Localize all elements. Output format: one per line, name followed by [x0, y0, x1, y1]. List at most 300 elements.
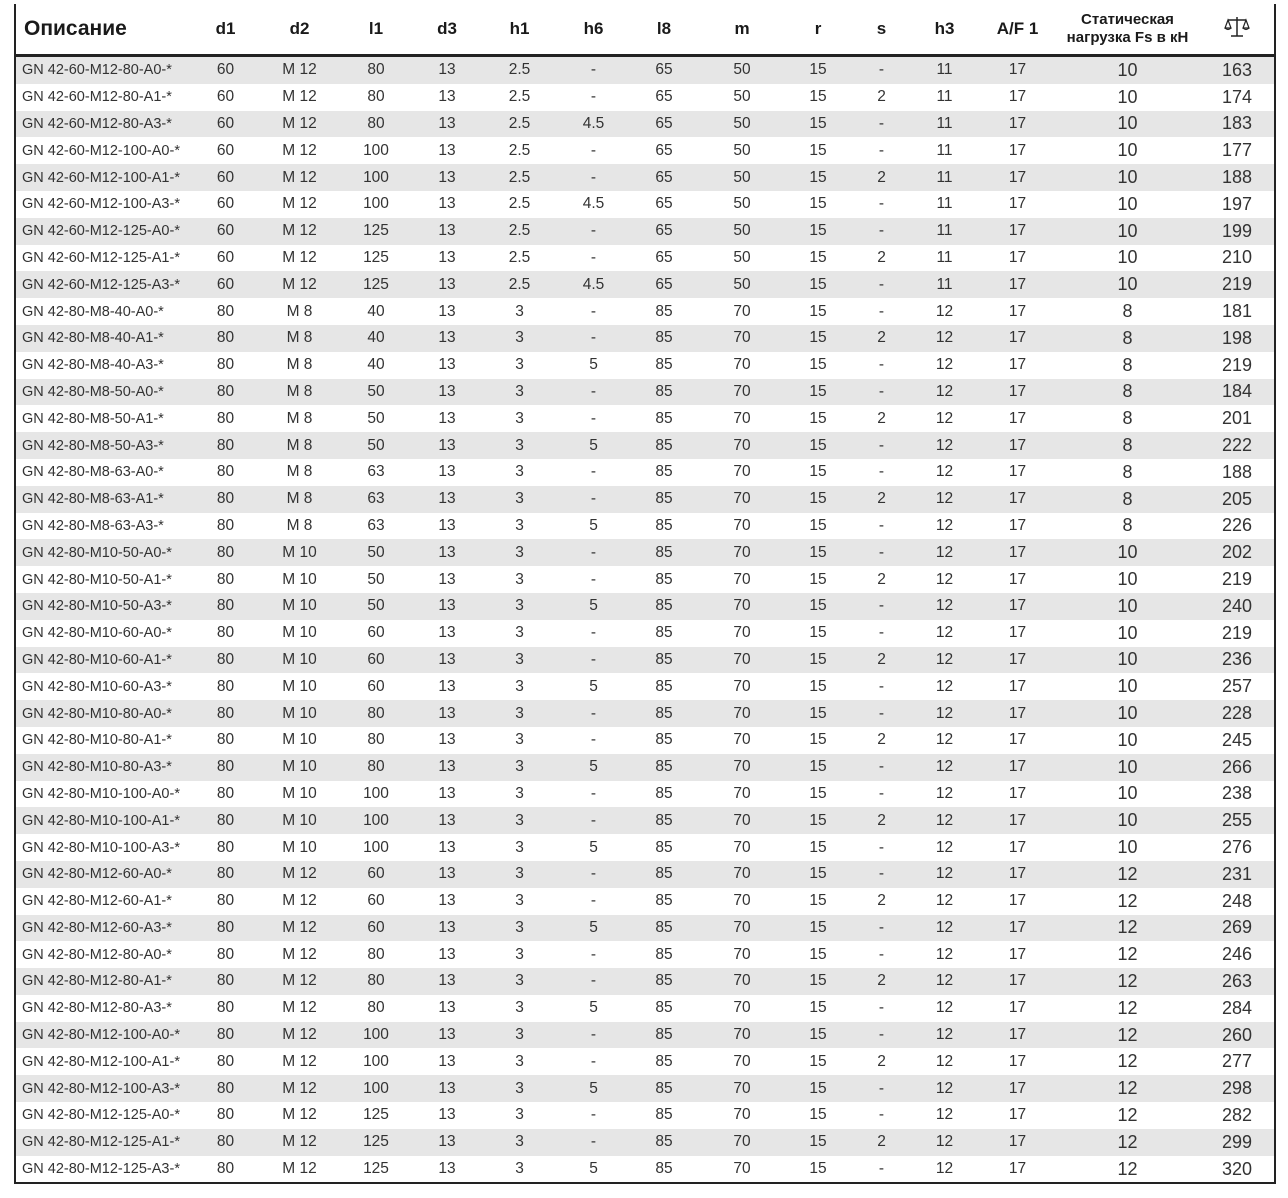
cell-r: 15	[782, 298, 854, 325]
table-row	[15, 888, 1275, 915]
cell-l8: 85	[626, 513, 702, 540]
cell-static-load: 8	[1055, 298, 1200, 325]
cell-d1: 80	[188, 807, 263, 834]
cell-d2: M 12	[263, 56, 336, 84]
cell-d1: 80	[188, 888, 263, 915]
cell-weight: 219	[1200, 620, 1275, 647]
cell-description: GN 42-80-M10-50-A0-*	[15, 539, 188, 566]
cell-af: 17	[980, 968, 1055, 995]
cell-weight: 240	[1200, 593, 1275, 620]
cell-h6: 5	[561, 673, 626, 700]
cell-s: -	[854, 995, 909, 1022]
cell-s: 2	[854, 486, 909, 513]
table-row	[15, 781, 1275, 808]
cell-d3: 13	[416, 432, 478, 459]
cell-d1: 60	[188, 191, 263, 218]
cell-weight: 183	[1200, 111, 1275, 138]
cell-static-load: 12	[1055, 888, 1200, 915]
col-header-s: s	[854, 4, 909, 56]
cell-l1: 60	[336, 647, 416, 674]
cell-h6: -	[561, 700, 626, 727]
cell-h6: -	[561, 325, 626, 352]
cell-d1: 80	[188, 539, 263, 566]
cell-af: 17	[980, 1129, 1055, 1156]
cell-h3: 12	[909, 915, 980, 942]
cell-d2: M 8	[263, 459, 336, 486]
table-row	[15, 513, 1275, 540]
cell-l1: 125	[336, 245, 416, 272]
cell-d1: 80	[188, 861, 263, 888]
cell-h3: 12	[909, 459, 980, 486]
cell-static-load: 12	[1055, 1022, 1200, 1049]
header-row	[15, 4, 1275, 56]
cell-r: 15	[782, 941, 854, 968]
cell-h6: -	[561, 539, 626, 566]
cell-r: 15	[782, 137, 854, 164]
cell-d1: 80	[188, 647, 263, 674]
cell-static-load: 8	[1055, 432, 1200, 459]
cell-d1: 60	[188, 111, 263, 138]
cell-l8: 85	[626, 593, 702, 620]
table-row	[15, 647, 1275, 674]
cell-h3: 12	[909, 539, 980, 566]
cell-l8: 85	[626, 647, 702, 674]
cell-m: 70	[702, 754, 782, 781]
cell-l1: 100	[336, 834, 416, 861]
cell-l8: 65	[626, 218, 702, 245]
cell-m: 50	[702, 191, 782, 218]
cell-m: 50	[702, 218, 782, 245]
cell-static-load: 10	[1055, 781, 1200, 808]
cell-s: -	[854, 1156, 909, 1184]
cell-h3: 12	[909, 405, 980, 432]
table-row	[15, 137, 1275, 164]
cell-d2: M 10	[263, 807, 336, 834]
cell-m: 70	[702, 298, 782, 325]
cell-d2: M 12	[263, 941, 336, 968]
cell-weight: 201	[1200, 405, 1275, 432]
cell-l8: 85	[626, 459, 702, 486]
cell-d2: M 10	[263, 620, 336, 647]
cell-l1: 80	[336, 968, 416, 995]
cell-r: 15	[782, 620, 854, 647]
table-row	[15, 1022, 1275, 1049]
table-row	[15, 191, 1275, 218]
cell-d1: 80	[188, 1102, 263, 1129]
cell-h3: 12	[909, 754, 980, 781]
cell-static-load: 12	[1055, 1156, 1200, 1184]
cell-l8: 85	[626, 781, 702, 808]
cell-d3: 13	[416, 861, 478, 888]
cell-m: 70	[702, 1129, 782, 1156]
cell-static-load: 10	[1055, 647, 1200, 674]
cell-h6: -	[561, 1102, 626, 1129]
cell-l1: 40	[336, 352, 416, 379]
cell-d2: M 8	[263, 325, 336, 352]
cell-d1: 80	[188, 995, 263, 1022]
cell-af: 17	[980, 111, 1055, 138]
cell-l8: 85	[626, 298, 702, 325]
cell-l1: 125	[336, 1156, 416, 1184]
cell-weight: 260	[1200, 1022, 1275, 1049]
cell-h3: 12	[909, 1048, 980, 1075]
cell-h1: 3	[478, 1075, 561, 1102]
cell-d2: M 12	[263, 888, 336, 915]
cell-s: -	[854, 781, 909, 808]
cell-d2: M 12	[263, 861, 336, 888]
cell-d1: 80	[188, 325, 263, 352]
cell-r: 15	[782, 111, 854, 138]
cell-d2: M 12	[263, 218, 336, 245]
cell-d1: 80	[188, 1048, 263, 1075]
cell-l1: 50	[336, 566, 416, 593]
cell-static-load: 10	[1055, 271, 1200, 298]
cell-h1: 3	[478, 379, 561, 406]
cell-h3: 12	[909, 888, 980, 915]
cell-s: 2	[854, 245, 909, 272]
cell-description: GN 42-60-M12-125-A0-*	[15, 218, 188, 245]
cell-d2: M 12	[263, 1048, 336, 1075]
cell-static-load: 10	[1055, 56, 1200, 84]
cell-l1: 100	[336, 1048, 416, 1075]
cell-m: 70	[702, 1048, 782, 1075]
cell-l8: 65	[626, 271, 702, 298]
cell-m: 70	[702, 459, 782, 486]
table-row	[15, 539, 1275, 566]
cell-h3: 11	[909, 271, 980, 298]
cell-h1: 3	[478, 1129, 561, 1156]
cell-h3: 12	[909, 1075, 980, 1102]
table-row	[15, 111, 1275, 138]
cell-h3: 12	[909, 807, 980, 834]
cell-d1: 80	[188, 1129, 263, 1156]
cell-af: 17	[980, 1048, 1055, 1075]
cell-af: 17	[980, 164, 1055, 191]
cell-s: -	[854, 191, 909, 218]
cell-h6: 5	[561, 352, 626, 379]
cell-h1: 3	[478, 620, 561, 647]
cell-h1: 3	[478, 915, 561, 942]
cell-d1: 80	[188, 352, 263, 379]
cell-static-load: 10	[1055, 84, 1200, 111]
cell-d1: 80	[188, 566, 263, 593]
cell-r: 15	[782, 807, 854, 834]
cell-m: 70	[702, 941, 782, 968]
cell-h1: 3	[478, 861, 561, 888]
cell-l8: 85	[626, 941, 702, 968]
cell-h1: 3	[478, 325, 561, 352]
cell-d2: M 8	[263, 432, 336, 459]
cell-m: 70	[702, 620, 782, 647]
cell-af: 17	[980, 486, 1055, 513]
cell-h1: 3	[478, 459, 561, 486]
cell-h6: -	[561, 298, 626, 325]
cell-static-load: 10	[1055, 593, 1200, 620]
table-row	[15, 245, 1275, 272]
cell-s: 2	[854, 727, 909, 754]
cell-l1: 80	[336, 941, 416, 968]
cell-l8: 85	[626, 325, 702, 352]
cell-description: GN 42-80-M8-50-A3-*	[15, 432, 188, 459]
cell-d1: 80	[188, 915, 263, 942]
table-row	[15, 807, 1275, 834]
cell-description: GN 42-80-M8-63-A1-*	[15, 486, 188, 513]
cell-d3: 13	[416, 513, 478, 540]
cell-weight: 184	[1200, 379, 1275, 406]
cell-d1: 80	[188, 1075, 263, 1102]
cell-r: 15	[782, 1022, 854, 1049]
cell-h3: 12	[909, 325, 980, 352]
cell-description: GN 42-60-M12-100-A3-*	[15, 191, 188, 218]
cell-l8: 85	[626, 405, 702, 432]
cell-h3: 12	[909, 379, 980, 406]
cell-m: 50	[702, 137, 782, 164]
table-row	[15, 834, 1275, 861]
cell-d3: 13	[416, 781, 478, 808]
cell-d1: 80	[188, 459, 263, 486]
cell-m: 70	[702, 888, 782, 915]
cell-static-load: 12	[1055, 941, 1200, 968]
cell-weight: 276	[1200, 834, 1275, 861]
cell-h1: 3	[478, 593, 561, 620]
cell-static-load: 8	[1055, 405, 1200, 432]
col-header-m: m	[702, 4, 782, 56]
col-header-description: Описание	[15, 4, 188, 56]
cell-d3: 13	[416, 271, 478, 298]
cell-h1: 2.5	[478, 111, 561, 138]
cell-h3: 12	[909, 727, 980, 754]
cell-description: GN 42-80-M10-80-A3-*	[15, 754, 188, 781]
cell-m: 70	[702, 647, 782, 674]
col-header-l1: l1	[336, 4, 416, 56]
cell-d1: 80	[188, 486, 263, 513]
cell-d1: 80	[188, 727, 263, 754]
table-header	[15, 4, 1275, 56]
cell-h1: 3	[478, 647, 561, 674]
cell-weight: 238	[1200, 781, 1275, 808]
cell-d1: 60	[188, 245, 263, 272]
cell-h1: 3	[478, 941, 561, 968]
cell-s: -	[854, 700, 909, 727]
cell-d2: M 10	[263, 834, 336, 861]
cell-d3: 13	[416, 1102, 478, 1129]
cell-d1: 80	[188, 673, 263, 700]
cell-h6: -	[561, 1129, 626, 1156]
cell-af: 17	[980, 995, 1055, 1022]
table-row	[15, 968, 1275, 995]
cell-s: -	[854, 1075, 909, 1102]
cell-l1: 63	[336, 459, 416, 486]
cell-d3: 13	[416, 888, 478, 915]
cell-m: 70	[702, 1102, 782, 1129]
cell-s: -	[854, 432, 909, 459]
cell-l8: 85	[626, 754, 702, 781]
cell-h3: 12	[909, 673, 980, 700]
cell-weight: 246	[1200, 941, 1275, 968]
cell-d3: 13	[416, 941, 478, 968]
cell-static-load: 10	[1055, 727, 1200, 754]
cell-af: 17	[980, 352, 1055, 379]
cell-static-load: 12	[1055, 995, 1200, 1022]
cell-h1: 3	[478, 566, 561, 593]
col-header-d3: d3	[416, 4, 478, 56]
cell-h6: -	[561, 1048, 626, 1075]
cell-l8: 65	[626, 245, 702, 272]
cell-m: 70	[702, 352, 782, 379]
scale-icon	[1224, 15, 1250, 44]
cell-r: 15	[782, 915, 854, 942]
cell-m: 70	[702, 807, 782, 834]
cell-af: 17	[980, 1156, 1055, 1184]
cell-description: GN 42-80-M8-40-A3-*	[15, 352, 188, 379]
cell-s: -	[854, 513, 909, 540]
cell-l1: 80	[336, 700, 416, 727]
cell-weight: 219	[1200, 271, 1275, 298]
cell-weight: 199	[1200, 218, 1275, 245]
cell-r: 15	[782, 218, 854, 245]
cell-description: GN 42-80-M8-63-A3-*	[15, 513, 188, 540]
table-row	[15, 861, 1275, 888]
cell-d1: 60	[188, 84, 263, 111]
cell-description: GN 42-80-M12-100-A1-*	[15, 1048, 188, 1075]
table-row	[15, 271, 1275, 298]
cell-h6: -	[561, 647, 626, 674]
cell-r: 15	[782, 539, 854, 566]
cell-l1: 125	[336, 218, 416, 245]
cell-h3: 11	[909, 84, 980, 111]
cell-h1: 3	[478, 405, 561, 432]
cell-h1: 2.5	[478, 56, 561, 84]
cell-d2: M 10	[263, 673, 336, 700]
cell-l1: 50	[336, 593, 416, 620]
cell-static-load: 12	[1055, 968, 1200, 995]
cell-h6: -	[561, 807, 626, 834]
cell-static-load: 10	[1055, 137, 1200, 164]
cell-l8: 65	[626, 111, 702, 138]
cell-r: 15	[782, 727, 854, 754]
cell-description: GN 42-60-M12-125-A3-*	[15, 271, 188, 298]
cell-m: 70	[702, 861, 782, 888]
cell-description: GN 42-80-M12-60-A0-*	[15, 861, 188, 888]
cell-af: 17	[980, 191, 1055, 218]
cell-m: 70	[702, 727, 782, 754]
cell-description: GN 42-60-M12-80-A0-*	[15, 56, 188, 84]
cell-d2: M 12	[263, 137, 336, 164]
cell-l1: 80	[336, 111, 416, 138]
cell-d2: M 12	[263, 191, 336, 218]
cell-m: 70	[702, 566, 782, 593]
cell-weight: 277	[1200, 1048, 1275, 1075]
cell-d2: M 12	[263, 968, 336, 995]
cell-m: 70	[702, 486, 782, 513]
cell-d2: M 10	[263, 727, 336, 754]
cell-weight: 245	[1200, 727, 1275, 754]
cell-s: 2	[854, 647, 909, 674]
cell-s: 2	[854, 325, 909, 352]
cell-static-load: 8	[1055, 352, 1200, 379]
cell-l1: 100	[336, 137, 416, 164]
cell-l8: 85	[626, 861, 702, 888]
cell-h1: 3	[478, 727, 561, 754]
cell-l8: 65	[626, 191, 702, 218]
cell-h1: 3	[478, 781, 561, 808]
cell-l1: 100	[336, 1022, 416, 1049]
cell-static-load: 10	[1055, 218, 1200, 245]
cell-h3: 12	[909, 647, 980, 674]
cell-l1: 80	[336, 56, 416, 84]
cell-d1: 80	[188, 941, 263, 968]
cell-d3: 13	[416, 245, 478, 272]
cell-weight: 266	[1200, 754, 1275, 781]
cell-h3: 12	[909, 298, 980, 325]
cell-description: GN 42-60-M12-125-A1-*	[15, 245, 188, 272]
cell-description: GN 42-80-M10-80-A0-*	[15, 700, 188, 727]
cell-l8: 65	[626, 137, 702, 164]
cell-af: 17	[980, 727, 1055, 754]
cell-description: GN 42-80-M12-125-A1-*	[15, 1129, 188, 1156]
cell-static-load: 10	[1055, 191, 1200, 218]
cell-description: GN 42-60-M12-100-A1-*	[15, 164, 188, 191]
cell-h6: -	[561, 1022, 626, 1049]
cell-weight: 210	[1200, 245, 1275, 272]
cell-weight: 299	[1200, 1129, 1275, 1156]
cell-af: 17	[980, 754, 1055, 781]
spec-table-container	[14, 4, 1274, 1184]
cell-description: GN 42-80-M10-60-A0-*	[15, 620, 188, 647]
cell-s: -	[854, 352, 909, 379]
cell-h3: 12	[909, 1129, 980, 1156]
cell-s: -	[854, 298, 909, 325]
cell-d2: M 12	[263, 1102, 336, 1129]
cell-description: GN 42-80-M10-50-A3-*	[15, 593, 188, 620]
cell-d1: 80	[188, 298, 263, 325]
cell-d1: 80	[188, 834, 263, 861]
cell-weight: 320	[1200, 1156, 1275, 1184]
cell-d3: 13	[416, 352, 478, 379]
cell-s: -	[854, 137, 909, 164]
cell-d3: 13	[416, 593, 478, 620]
cell-static-load: 10	[1055, 566, 1200, 593]
cell-h1: 3	[478, 1102, 561, 1129]
cell-h6: -	[561, 459, 626, 486]
cell-h6: 5	[561, 915, 626, 942]
cell-d3: 13	[416, 379, 478, 406]
cell-l1: 60	[336, 861, 416, 888]
cell-af: 17	[980, 807, 1055, 834]
cell-m: 70	[702, 325, 782, 352]
cell-r: 15	[782, 245, 854, 272]
cell-h6: 5	[561, 1156, 626, 1184]
cell-r: 15	[782, 593, 854, 620]
cell-d2: M 8	[263, 405, 336, 432]
col-header-l8: l8	[626, 4, 702, 56]
cell-af: 17	[980, 459, 1055, 486]
cell-h3: 12	[909, 620, 980, 647]
cell-d2: M 10	[263, 754, 336, 781]
cell-r: 15	[782, 513, 854, 540]
cell-r: 15	[782, 781, 854, 808]
table-row	[15, 593, 1275, 620]
cell-d2: M 10	[263, 566, 336, 593]
cell-r: 15	[782, 1156, 854, 1184]
cell-s: 2	[854, 968, 909, 995]
cell-h3: 12	[909, 941, 980, 968]
cell-d1: 80	[188, 781, 263, 808]
cell-s: -	[854, 834, 909, 861]
cell-af: 17	[980, 700, 1055, 727]
cell-description: GN 42-80-M12-100-A0-*	[15, 1022, 188, 1049]
cell-l8: 85	[626, 1075, 702, 1102]
